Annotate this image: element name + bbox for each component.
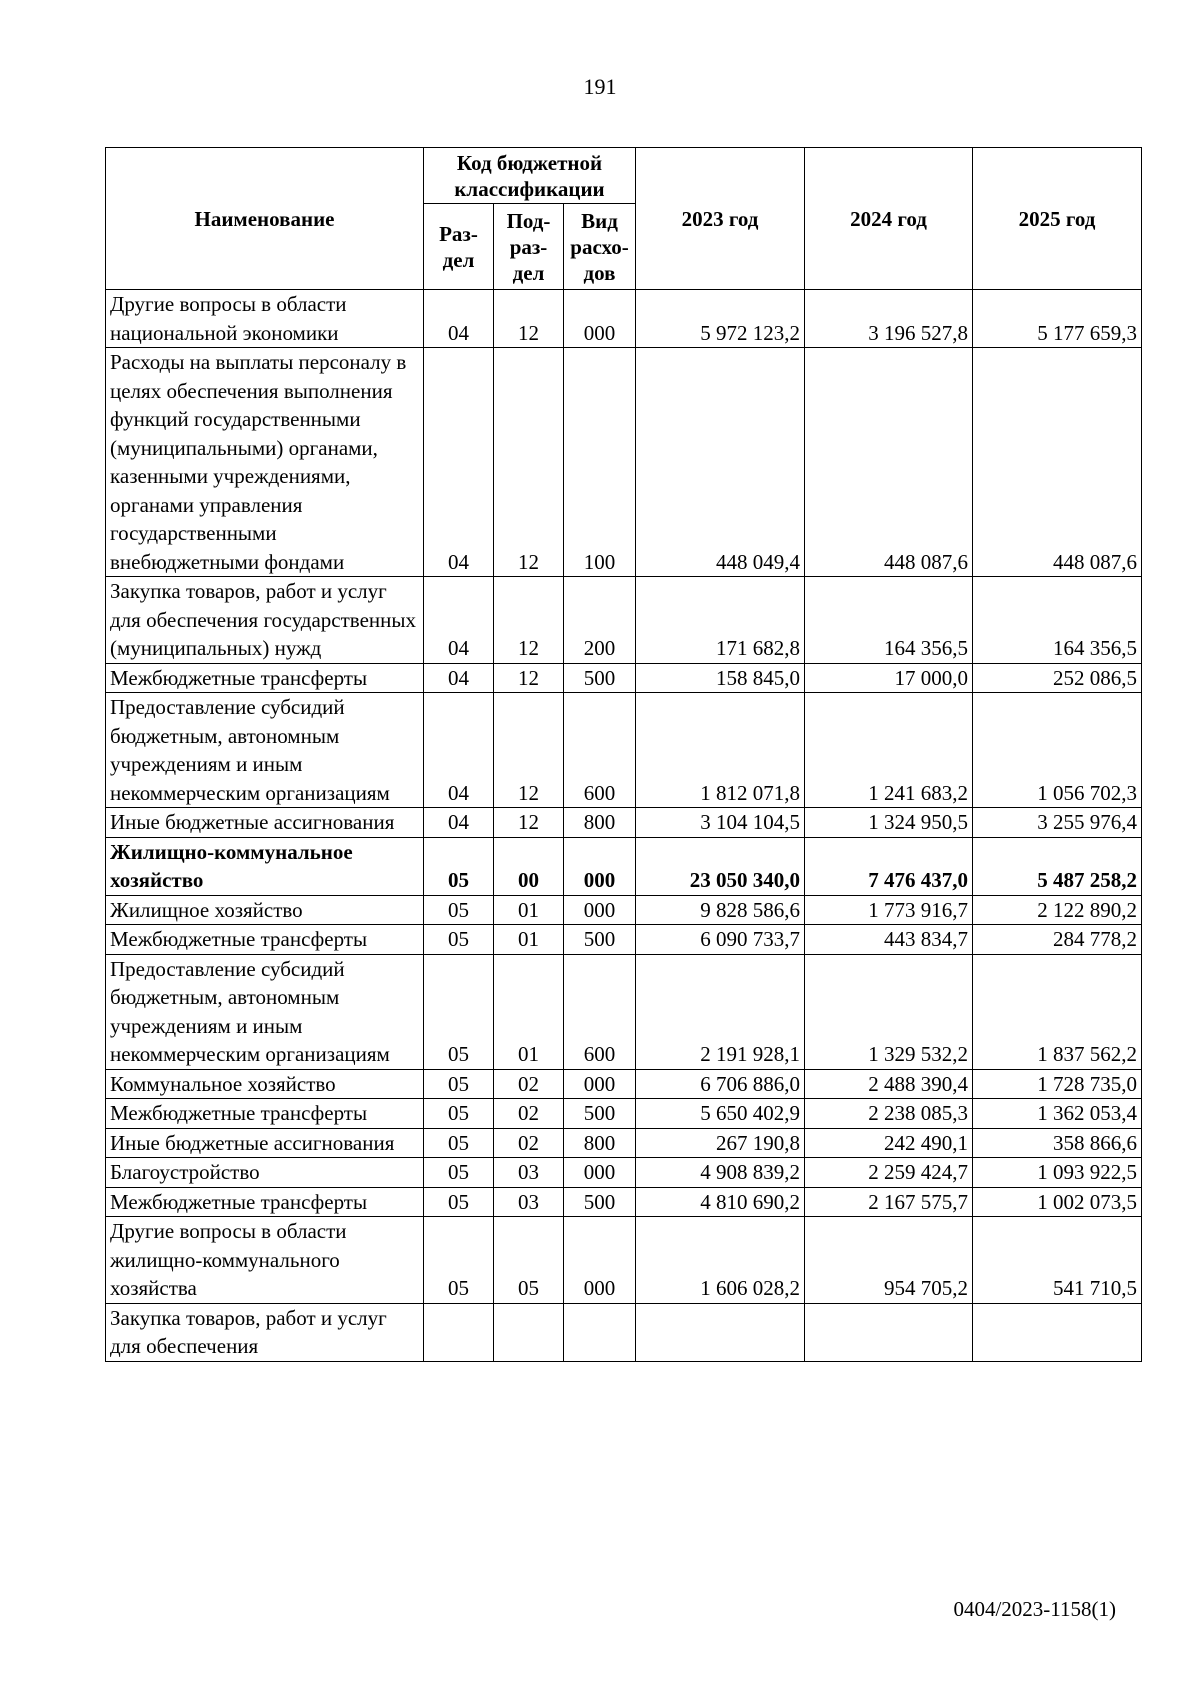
row-value-2025: 1 002 073,5 [973,1187,1142,1217]
header-2023: 2023 год [636,148,805,290]
row-razdel: 05 [424,1187,494,1217]
row-value-2024: 1 773 916,7 [805,895,973,925]
row-razdel [424,1303,494,1361]
row-value-2025: 1 728 735,0 [973,1069,1142,1099]
row-value-2024 [805,1303,973,1361]
row-podrazdel: 12 [494,577,564,664]
row-value-2024: 3 196 527,8 [805,290,973,348]
table-row [106,348,1142,577]
row-value-2023: 4 810 690,2 [636,1187,805,1217]
row-podrazdel: 02 [494,1069,564,1099]
row-name: Закупка товаров, работ и услуг для обеспечения [106,1303,424,1361]
row-vid: 100 [564,348,636,577]
row-value-2024: 2 167 575,7 [805,1187,973,1217]
row-razdel: 05 [424,1099,494,1129]
row-name: Жилищно-коммунальное хозяйство [106,837,424,895]
row-razdel: 04 [424,693,494,808]
row-name: Иные бюджетные ассигнования [106,1128,424,1158]
row-value-2023: 4 908 839,2 [636,1158,805,1188]
document-id: 0404/2023-1158(1) [953,1597,1116,1621]
row-name: Предоставление субсидий бюджетным, автономным учреждениям и иным некоммерческим организациям [106,954,424,1069]
row-value-2025: 541 710,5 [973,1217,1142,1304]
row-value-2024: 1 324 950,5 [805,808,973,838]
row-value-2023: 6 090 733,7 [636,925,805,955]
table-row [106,895,1142,925]
row-podrazdel: 03 [494,1187,564,1217]
row-value-2024: 17 000,0 [805,663,973,693]
row-podrazdel: 01 [494,895,564,925]
row-value-2023: 171 682,8 [636,577,805,664]
row-value-2023: 23 050 340,0 [636,837,805,895]
header-podrazdel: Под-раз-дел [494,204,564,290]
row-value-2024: 2 259 424,7 [805,1158,973,1188]
row-razdel: 05 [424,837,494,895]
row-podrazdel: 12 [494,348,564,577]
row-razdel: 05 [424,1128,494,1158]
table-row [106,1069,1142,1099]
row-value-2024: 164 356,5 [805,577,973,664]
table-row [106,693,1142,808]
row-vid: 200 [564,577,636,664]
row-vid: 000 [564,895,636,925]
row-value-2024: 443 834,7 [805,925,973,955]
table-row [106,1128,1142,1158]
row-value-2023: 6 706 886,0 [636,1069,805,1099]
row-value-2024: 448 087,6 [805,348,973,577]
table-row [106,1187,1142,1217]
header-2025: 2025 год [973,148,1142,290]
header-code-group: Код бюджетной классификации [424,148,636,204]
row-razdel: 04 [424,577,494,664]
row-razdel: 05 [424,925,494,955]
row-name: Предоставление субсидий бюджетным, автономным учреждениям и иным некоммерческим организациям [106,693,424,808]
row-vid: 000 [564,1069,636,1099]
row-value-2025 [973,1303,1142,1361]
row-vid: 000 [564,1217,636,1304]
row-name: Закупка товаров, работ и услуг для обеспечения государственных (муниципальных) нужд [106,577,424,664]
row-value-2023: 1 606 028,2 [636,1217,805,1304]
row-value-2024: 242 490,1 [805,1128,973,1158]
row-value-2023: 9 828 586,6 [636,895,805,925]
row-podrazdel: 05 [494,1217,564,1304]
row-name: Благоустройство [106,1158,424,1188]
row-value-2025: 3 255 976,4 [973,808,1142,838]
row-vid: 600 [564,954,636,1069]
header-vid: Вид расхо-дов [564,204,636,290]
row-razdel: 05 [424,954,494,1069]
table-row [106,1303,1142,1361]
row-razdel: 04 [424,663,494,693]
row-value-2024: 954 705,2 [805,1217,973,1304]
row-value-2023: 2 191 928,1 [636,954,805,1069]
row-vid: 800 [564,808,636,838]
row-name: Иные бюджетные ассигнования [106,808,424,838]
table-row [106,663,1142,693]
row-podrazdel: 01 [494,954,564,1069]
row-razdel: 05 [424,1217,494,1304]
header-razdel: Раз-дел [424,204,494,290]
row-razdel: 05 [424,1158,494,1188]
table-row [106,925,1142,955]
table-row [106,1217,1142,1304]
row-value-2025: 448 087,6 [973,348,1142,577]
row-vid: 000 [564,837,636,895]
table-row [106,577,1142,664]
row-name: Другие вопросы в области национальной экономики [106,290,424,348]
row-value-2023: 5 972 123,2 [636,290,805,348]
row-value-2023: 5 650 402,9 [636,1099,805,1129]
row-name: Жилищное хозяйство [106,895,424,925]
row-razdel: 05 [424,1069,494,1099]
budget-table [105,147,1142,1362]
row-value-2023: 158 845,0 [636,663,805,693]
row-vid: 500 [564,925,636,955]
header-name: Наименование [106,148,424,290]
row-vid [564,1303,636,1361]
page-number: 191 [583,74,617,99]
row-razdel: 04 [424,348,494,577]
table-row [106,1158,1142,1188]
row-podrazdel: 12 [494,808,564,838]
row-vid: 500 [564,663,636,693]
table-row [106,1099,1142,1129]
row-value-2023: 267 190,8 [636,1128,805,1158]
row-value-2025: 1 362 053,4 [973,1099,1142,1129]
row-podrazdel: 02 [494,1128,564,1158]
row-podrazdel: 00 [494,837,564,895]
row-value-2024: 1 329 532,2 [805,954,973,1069]
row-vid: 000 [564,1158,636,1188]
row-name: Межбюджетные трансферты [106,925,424,955]
row-podrazdel: 03 [494,1158,564,1188]
table-row [106,808,1142,838]
row-podrazdel: 01 [494,925,564,955]
row-vid: 000 [564,290,636,348]
row-value-2024: 1 241 683,2 [805,693,973,808]
row-name: Межбюджетные трансферты [106,1187,424,1217]
row-value-2023: 448 049,4 [636,348,805,577]
row-value-2025: 284 778,2 [973,925,1142,955]
row-value-2025: 1 056 702,3 [973,693,1142,808]
row-value-2023: 3 104 104,5 [636,808,805,838]
row-podrazdel [494,1303,564,1361]
row-name: Коммунальное хозяйство [106,1069,424,1099]
row-value-2025: 164 356,5 [973,577,1142,664]
row-name: Другие вопросы в области жилищно-коммунального хозяйства [106,1217,424,1304]
row-value-2025: 358 866,6 [973,1128,1142,1158]
row-vid: 500 [564,1187,636,1217]
row-value-2025: 5 177 659,3 [973,290,1142,348]
row-value-2025: 5 487 258,2 [973,837,1142,895]
table-row [106,290,1142,348]
row-podrazdel: 12 [494,290,564,348]
row-value-2024: 7 476 437,0 [805,837,973,895]
row-name: Расходы на выплаты персоналу в целях обеспечения выполнения функций государственными (муниципальными) органами, казенными учреждениями, органами управления государственными внебюджетными фондами [106,348,424,577]
row-value-2024: 2 238 085,3 [805,1099,973,1129]
row-value-2024: 2 488 390,4 [805,1069,973,1099]
row-value-2025: 2 122 890,2 [973,895,1142,925]
row-name: Межбюджетные трансферты [106,663,424,693]
row-vid: 500 [564,1099,636,1129]
table-row [106,954,1142,1069]
row-value-2023 [636,1303,805,1361]
row-value-2023: 1 812 071,8 [636,693,805,808]
row-razdel: 04 [424,290,494,348]
row-razdel: 05 [424,895,494,925]
row-vid: 600 [564,693,636,808]
table-row [106,837,1142,895]
header-2024: 2024 год [805,148,973,290]
row-value-2025: 1 837 562,2 [973,954,1142,1069]
row-podrazdel: 02 [494,1099,564,1129]
row-razdel: 04 [424,808,494,838]
row-value-2025: 252 086,5 [973,663,1142,693]
table-body [106,290,1142,1362]
row-name: Межбюджетные трансферты [106,1099,424,1129]
row-value-2025: 1 093 922,5 [973,1158,1142,1188]
row-podrazdel: 12 [494,693,564,808]
row-vid: 800 [564,1128,636,1158]
row-podrazdel: 12 [494,663,564,693]
